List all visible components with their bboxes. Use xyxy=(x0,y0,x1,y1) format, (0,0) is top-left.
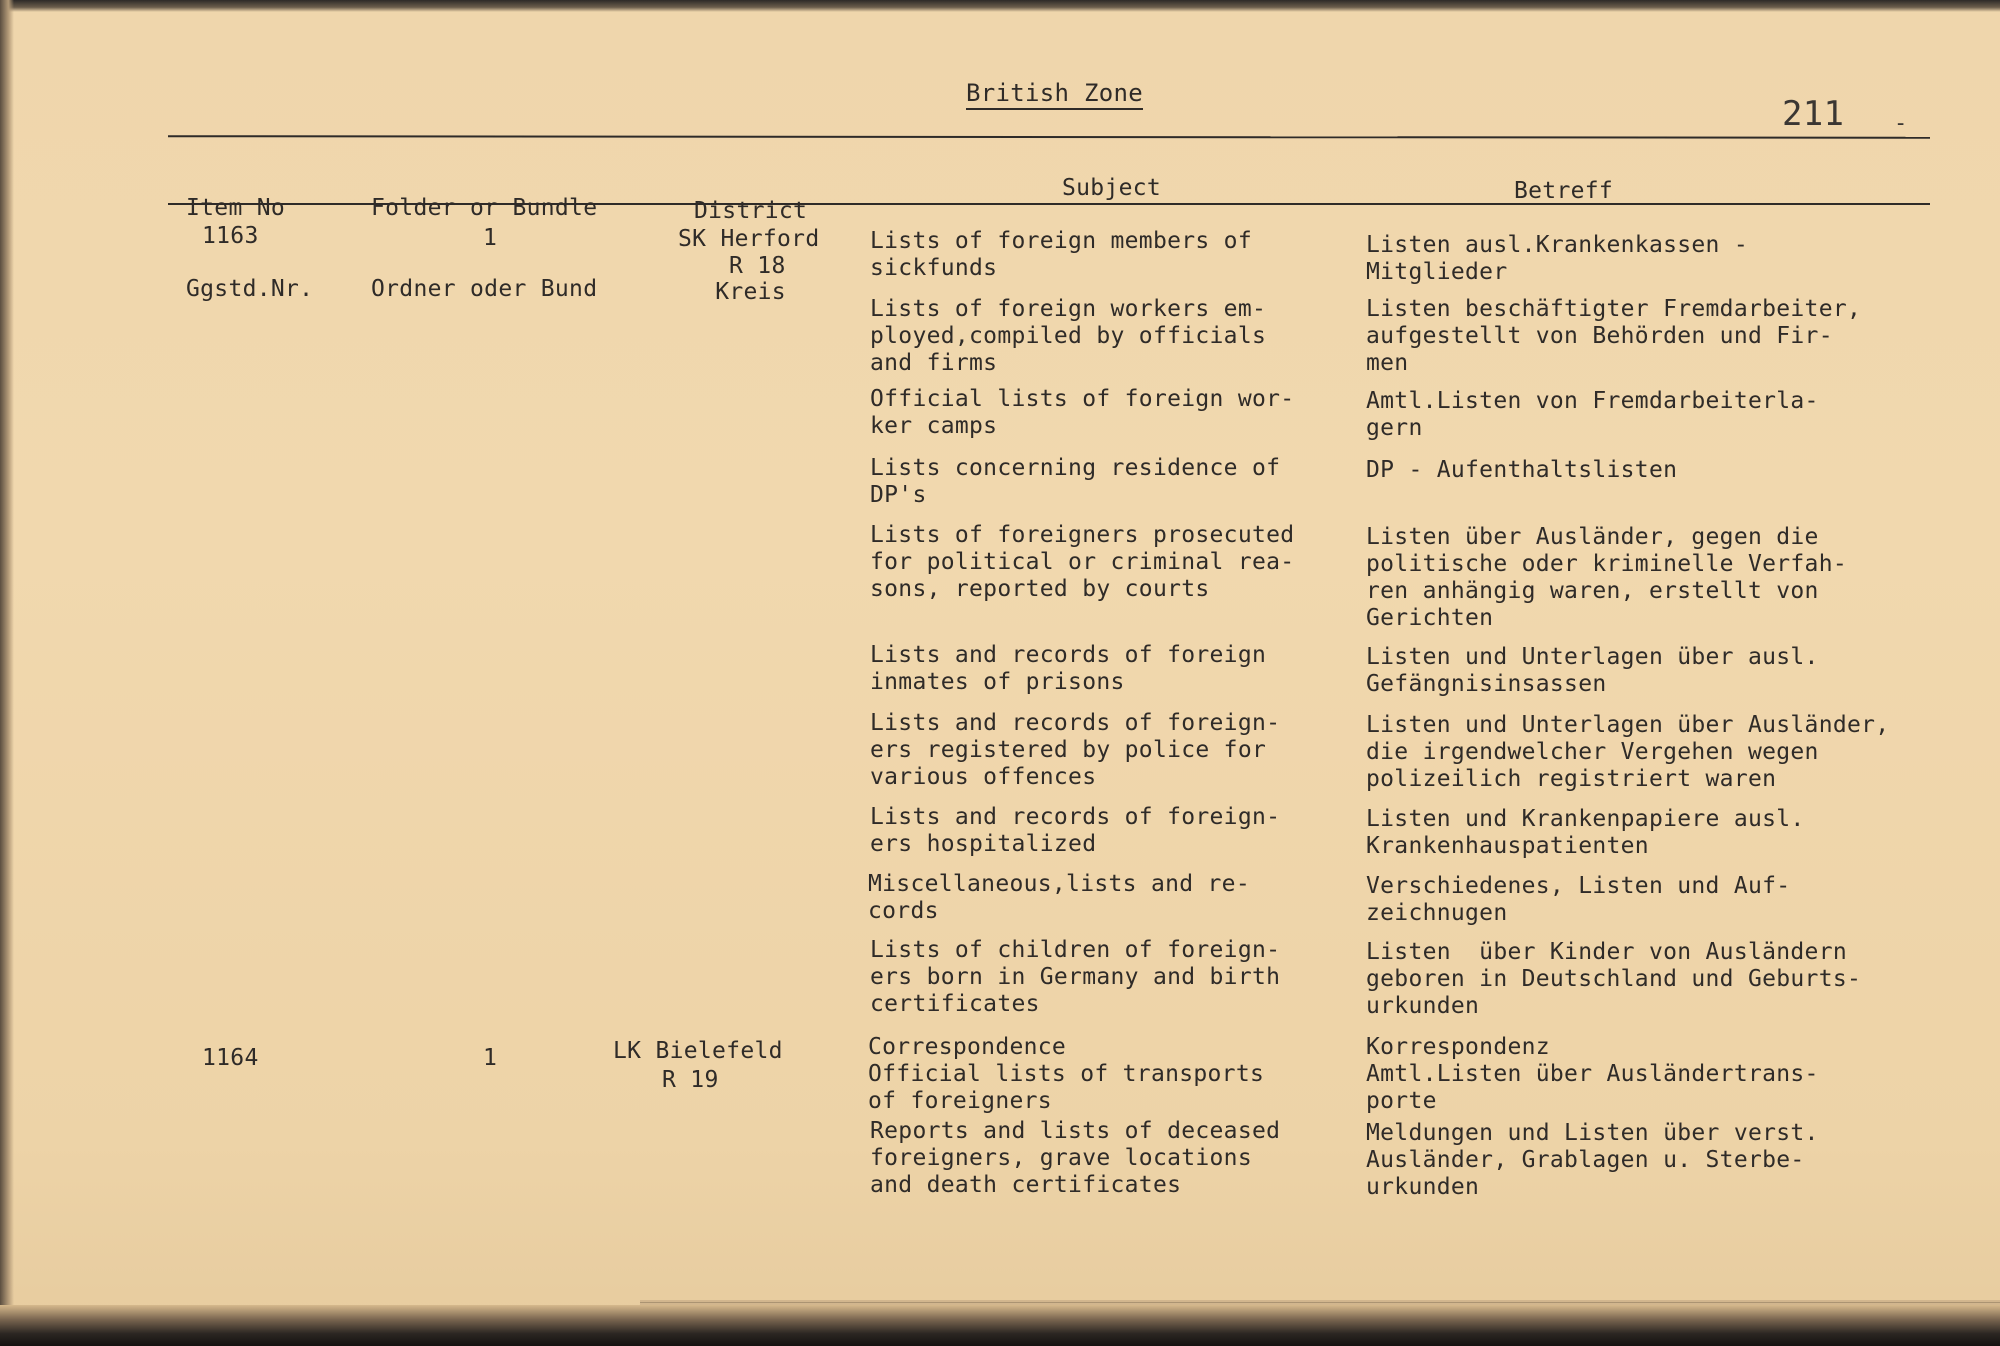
column-header-folder-en: Folder or Bundle xyxy=(371,195,598,221)
column-header-item-de: Ggstd.Nr. xyxy=(186,276,314,302)
page-mark: - xyxy=(1894,111,1908,136)
column-header-folder-de: Ordner oder Bund xyxy=(371,276,598,302)
binding-edge xyxy=(0,0,14,1346)
column-header-betreff: Betreff xyxy=(1514,178,1614,204)
entry-1163-item: 1163 xyxy=(202,223,259,249)
column-header-district-en: District xyxy=(694,198,808,224)
entry-1163-subject-0: Lists of foreign members of sickfunds xyxy=(870,228,1252,281)
column-header-item-en: Item No xyxy=(186,195,286,221)
scan-top-edge xyxy=(0,0,2000,12)
entry-1163-subject-2: Official lists of foreign wor- ker camps xyxy=(870,386,1295,439)
entry-1163-betreff-2: Amtl.Listen von Fremdarbeiterla- gern xyxy=(1366,388,1819,441)
entry-1163-betreff-3: DP - Aufenthaltslisten xyxy=(1366,457,1678,483)
header-rule-top xyxy=(168,135,1930,139)
entry-1163-subject-8: Miscellaneous,lists and re- cords xyxy=(868,871,1250,924)
entry-1163-betreff-0: Listen ausl.Krankenkassen - Mitglieder xyxy=(1366,232,1748,285)
entry-1163-folder: 1 xyxy=(483,225,498,251)
entry-1163-subject-3: Lists concerning residence of DP's xyxy=(870,455,1281,508)
entry-1163-betreff-9: Listen über Kinder von Ausländern geboren in Deutschland und Geburts- urkunden xyxy=(1366,939,1862,1019)
entry-1163-subject-4: Lists of foreigners prosecuted for political or criminal rea- sons, reported by courts xyxy=(870,522,1295,602)
entry-1163-betreff-8: Verschiedenes, Listen und Auf- zeichnugen xyxy=(1366,873,1791,926)
column-header-district-de: Kreis xyxy=(715,279,786,305)
entry-1163-subject-1: Lists of foreign workers em- ployed,compiled by officials and firms xyxy=(870,296,1267,376)
page-number: 211 xyxy=(1782,94,1845,134)
entry-1163-betreff-6: Listen und Unterlagen über Ausländer, die irgendwelcher Vergehen wegen polizeilich registriert waren xyxy=(1366,712,1890,792)
entry-1163-betreff-1: Listen beschäftigter Fremdarbeiter, aufgestellt von Behörden und Fir- men xyxy=(1366,296,1862,376)
entry-1164-subject-0: Correspondence Official lists of transports of foreigners xyxy=(868,1034,1265,1114)
entry-1164-district: LK Bielefeld xyxy=(613,1038,783,1064)
entry-1164-item: 1164 xyxy=(202,1045,259,1071)
entry-1164-betreff-0: Korrespondenz Amtl.Listen über Ausländertrans- porte xyxy=(1366,1034,1819,1114)
entry-1163-subject-5: Lists and records of foreign inmates of prisons xyxy=(870,642,1267,695)
entry-1163-subject-7: Lists and records of foreign- ers hospitalized xyxy=(870,804,1281,857)
entry-1163-betreff-7: Listen und Krankenpapiere ausl. Krankenhauspatienten xyxy=(1366,806,1805,859)
entry-1164-district-ref: R 19 xyxy=(662,1067,719,1093)
entry-1163-betreff-4: Listen über Ausländer, gegen die politische oder kriminelle Verfah- ren anhängig waren, erstellt von Gerichten xyxy=(1366,524,1848,631)
entry-1163-subject-6: Lists and records of foreign- ers registered by police for various offences xyxy=(870,710,1281,790)
entry-1164-betreff-1: Meldungen und Listen über verst. Ausländer, Grablagen u. Sterbe- urkunden xyxy=(1366,1120,1819,1200)
entry-1163-district-ref: R 18 xyxy=(729,253,786,279)
entry-1163-district: SK Herford xyxy=(678,226,820,252)
column-header-subject: Subject xyxy=(1062,175,1162,201)
entry-1163-subject-9: Lists of children of foreign- ers born in Germany and birth certificates xyxy=(870,937,1281,1017)
scan-bottom-edge xyxy=(0,1305,2000,1346)
entry-1164-subject-1: Reports and lists of deceased foreigners, grave locations and death certificates xyxy=(870,1118,1281,1198)
zone-heading: British Zone xyxy=(966,80,1143,110)
entry-1164-folder: 1 xyxy=(483,1045,498,1071)
entry-1163-betreff-5: Listen und Unterlagen über ausl. Gefängnisinsassen xyxy=(1366,644,1819,697)
